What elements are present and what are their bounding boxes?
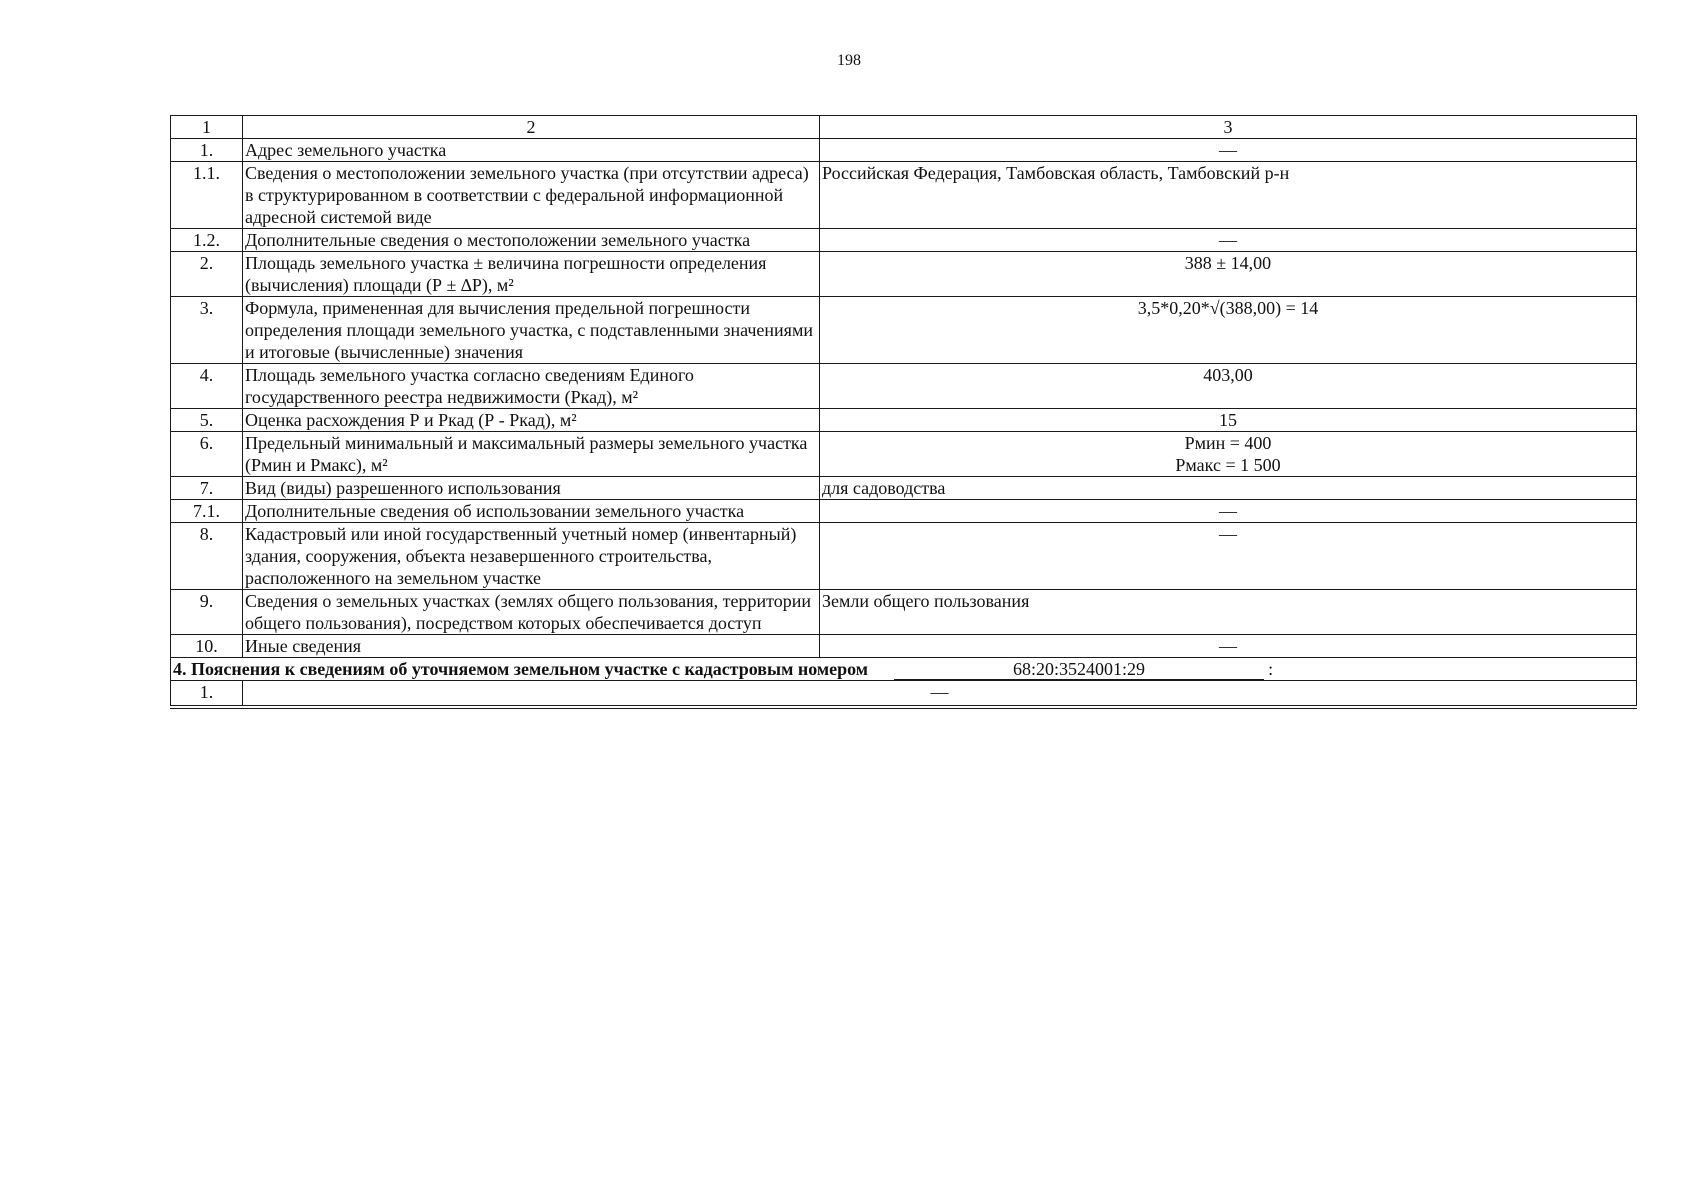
row-number: 2. — [171, 252, 243, 297]
table-row — [171, 477, 1637, 500]
row-number: 7.1. — [171, 500, 243, 523]
row-number: 1.2. — [171, 229, 243, 252]
row-number: 4. — [171, 364, 243, 409]
row-label: Дополнительные сведения о местоположении земельного участка — [243, 229, 820, 252]
table-row — [171, 523, 1637, 590]
row-number: 7. — [171, 477, 243, 500]
section-4-heading-row — [171, 658, 1637, 681]
row-label: Сведения о местоположении земельного участка (при отсутствии адреса) в структурированном в соответствии с федеральной информационной адресной системой виде — [243, 162, 820, 229]
row-label: Кадастровый или иной государственный учетный номер (инвентарный) здания, сооружения, объекта незавершенного строительства, расположенного на земельном участке — [243, 523, 820, 590]
table-row — [171, 635, 1637, 658]
row-label: Предельный минимальный и максимальный размеры земельного участка (Рмин и Рмакс), м² — [243, 432, 820, 477]
row-label: Сведения о земельных участках (землях общего пользования, территории общего пользования), посредством которых обеспечивается доступ — [243, 590, 820, 635]
row-number: 8. — [171, 523, 243, 590]
explanation-row — [171, 681, 1637, 708]
section-4-colon: : — [1268, 659, 1274, 679]
cadastral-number: 68:20:3524001:29 — [894, 659, 1264, 680]
row-number: 3. — [171, 297, 243, 364]
row-value: Российская Федерация, Тамбовская область, Тамбовский р-н — [820, 162, 1637, 229]
table-row — [171, 500, 1637, 523]
row-value: 3,5*0,20*√(388,00) = 14 — [820, 297, 1637, 364]
max-size-value: Рмакс = 1 500 — [1175, 455, 1281, 475]
row-label: Площадь земельного участка ± величина погрешности определения (вычисления) площади (Р ± ∆Р), м² — [243, 252, 820, 297]
table-row — [171, 162, 1637, 229]
table-row — [171, 229, 1637, 252]
table-row — [171, 252, 1637, 297]
row-label: Площадь земельного участка согласно сведениям Единого государственного реестра недвижимости (Ркад), м² — [243, 364, 820, 409]
column-header-2: 2 — [243, 116, 820, 139]
row-value: — — [820, 635, 1637, 658]
section-4-heading — [171, 658, 1637, 681]
column-header-3: 3 — [820, 116, 1637, 139]
row-value: — — [820, 229, 1637, 252]
row-value: — — [820, 500, 1637, 523]
row-value: — — [820, 139, 1637, 162]
row-label: Адрес земельного участка — [243, 139, 820, 162]
row-number: 9. — [171, 590, 243, 635]
land-plot-info-table — [170, 115, 1637, 709]
row-value: 388 ± 14,00 — [820, 252, 1637, 297]
row-value: Земли общего пользования — [820, 590, 1637, 635]
row-label: Вид (виды) разрешенного использования — [243, 477, 820, 500]
table-row — [171, 364, 1637, 409]
row-label: Формула, примененная для вычисления предельной погрешности определения площади земельного участка, с подставленными значениями и итоговые (вычисленные) значения — [243, 297, 820, 364]
row-value: 403,00 — [820, 364, 1637, 409]
page-number: 198 — [837, 52, 861, 69]
row-number: 5. — [171, 409, 243, 432]
row-value: 15 — [820, 409, 1637, 432]
row-number: 6. — [171, 432, 243, 477]
table-header-row — [171, 116, 1637, 139]
row-value: для садоводства — [820, 477, 1637, 500]
row-number: 10. — [171, 635, 243, 658]
row-value: — — [820, 523, 1637, 590]
table-row — [171, 139, 1637, 162]
table-row — [171, 297, 1637, 364]
row-label: Иные сведения — [243, 635, 820, 658]
column-header-1: 1 — [171, 116, 243, 139]
min-size-value: Рмин = 400 — [1184, 433, 1272, 453]
explanation-number: 1. — [171, 681, 243, 708]
row-label: Дополнительные сведения об использовании земельного участка — [243, 500, 820, 523]
explanation-value: — — [243, 681, 1637, 708]
table-row — [171, 432, 1637, 477]
row-value — [820, 432, 1637, 477]
table-row — [171, 590, 1637, 635]
row-number: 1. — [171, 139, 243, 162]
row-number: 1.1. — [171, 162, 243, 229]
table-row — [171, 409, 1637, 432]
section-4-title: 4. Пояснения к сведениям об уточняемом земельном участке с кадастровым номером — [173, 659, 869, 679]
row-label: Оценка расхождения Р и Ркад (Р - Ркад), м² — [243, 409, 820, 432]
